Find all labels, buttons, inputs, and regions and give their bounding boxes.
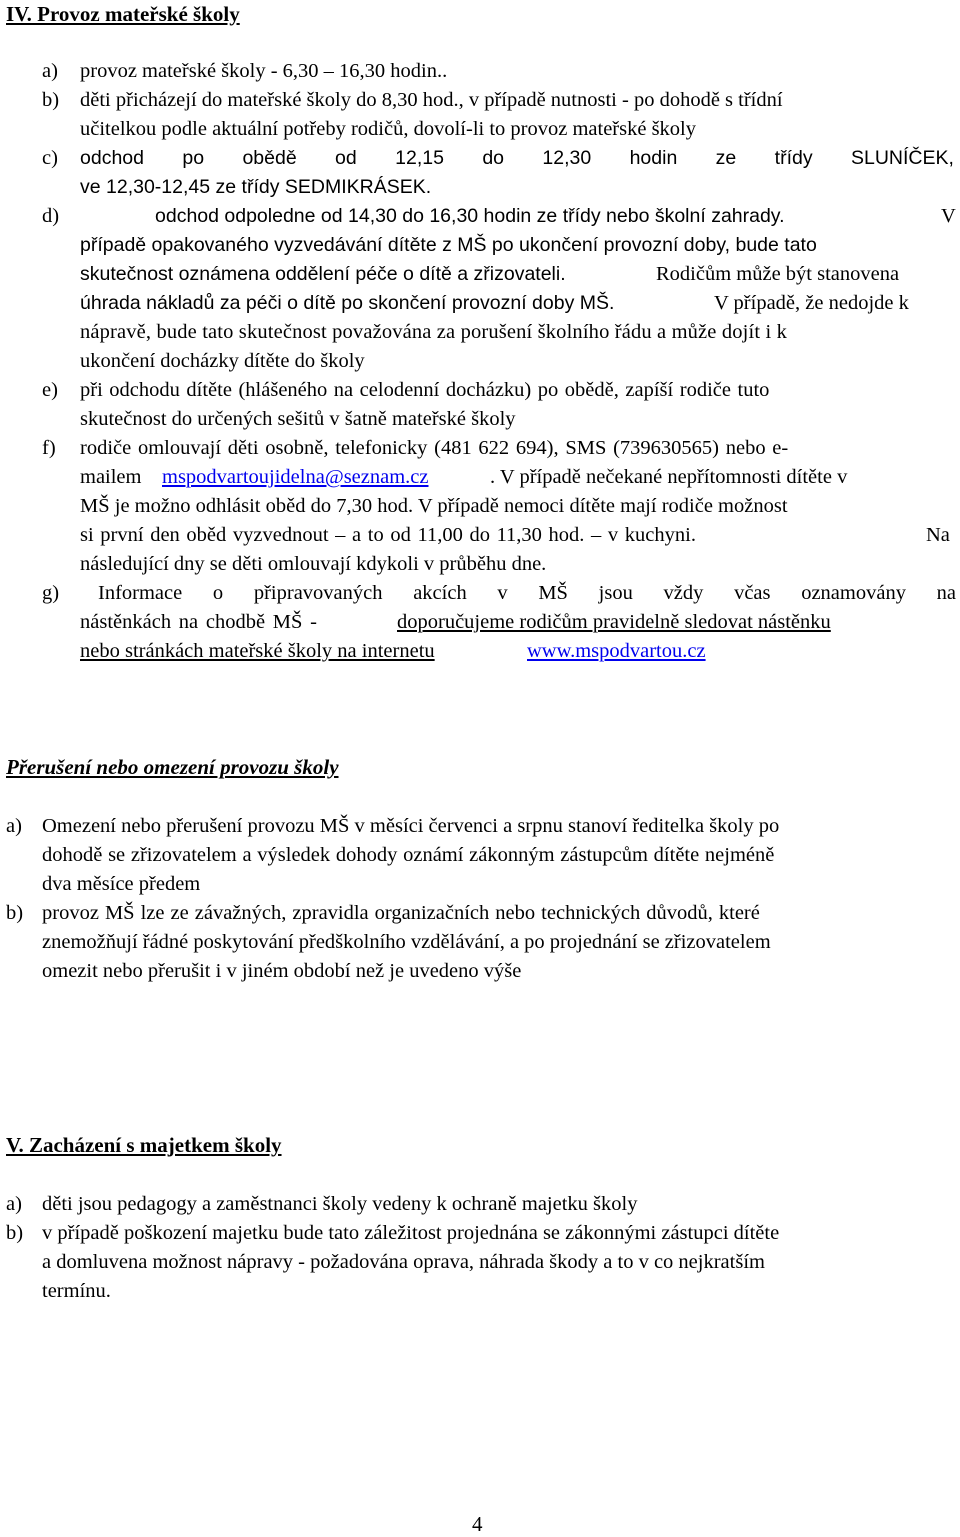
- section-iv-heading: IV. Provoz mateřské školy: [6, 2, 240, 26]
- item-label: b): [42, 89, 60, 111]
- word: na: [936, 582, 956, 604]
- item-label: d): [42, 205, 60, 227]
- list-item: V případě, že nedojde k: [714, 292, 909, 314]
- list-item: nebo stránkách mateřské školy na internetu: [80, 640, 435, 662]
- page-number: 4: [472, 1512, 483, 1536]
- item-label: g): [42, 582, 60, 604]
- list-item: při odchodu dítěte (hlášeného na celodenní docházku) po obědě, zapíší rodiče tuto: [80, 379, 770, 401]
- list-item: Na: [926, 524, 950, 546]
- word: 12,15: [395, 147, 444, 169]
- email-link[interactable]: mspodvartoujidelna@seznam.cz: [162, 466, 429, 488]
- list-item: ukončení docházky dítěte do školy: [80, 350, 365, 372]
- word: jsou: [598, 582, 633, 604]
- list-item: doporučujeme rodičům pravidelně sledovat nástěnku: [397, 611, 831, 633]
- interrupt-heading: Přerušení nebo omezení provozu školy: [6, 755, 339, 779]
- list-item: provoz MŠ lze ze závažných, zpravidla organizačních nebo technických důvodů, které: [42, 902, 760, 924]
- section-v-heading: V. Zacházení s majetkem školy: [6, 1133, 282, 1157]
- list-item: ve 12,30-12,45 ze třídy SEDMIKRÁSEK.: [80, 176, 432, 198]
- list-item: úhrada nákladů za péči o dítě po skončení provozní doby MŠ.: [80, 292, 615, 314]
- word: od: [335, 147, 357, 169]
- list-item: skutečnost do určených sešitů v šatně mateřské školy: [80, 408, 516, 430]
- list-item: případě opakovaného vyzvedávání dítěte z MŠ po ukončení provozní doby, bude tato: [80, 234, 817, 256]
- item-label: a): [42, 60, 58, 82]
- list-item: V: [941, 205, 956, 227]
- list-item: dva měsíce předem: [42, 873, 201, 895]
- word: o: [212, 582, 224, 604]
- word: 12,30: [542, 147, 592, 169]
- word: obědě: [242, 147, 297, 169]
- word: vždy: [663, 582, 704, 604]
- list-item: v případě poškození majetku bude tato záležitost projednána se zákonnými zástupci dítěte: [42, 1222, 780, 1244]
- list-item: [98, 580, 956, 606]
- word: akcích: [413, 582, 467, 604]
- word: ze: [715, 147, 737, 169]
- list-item: dohodě se zřizovatelem a výsledek dohody oznámí zákonným zástupcům dítěte nejméně: [42, 844, 775, 866]
- list-item: a domluvena možnost nápravy - požadována oprava, náhrada škody a to v co nejkratším: [42, 1251, 765, 1273]
- list-item: [80, 145, 954, 171]
- word: Informace: [98, 582, 183, 604]
- word: po: [182, 147, 205, 169]
- word: do: [482, 147, 505, 169]
- item-label: a): [6, 1193, 22, 1215]
- list-item: MŠ je možno odhlásit oběd do 7,30 hod. V případě nemoci dítěte mají rodiče možnost: [80, 495, 788, 517]
- list-item: provoz mateřské školy - 6,30 – 16,30 hodin..: [80, 60, 448, 82]
- list-item: omezit nebo přerušit i v jiném období než je uvedeno výše: [42, 960, 522, 982]
- word: třídy: [774, 147, 813, 169]
- list-item: nápravě, bude tato skutečnost považována za porušení školního řádu a může dojít i k: [80, 321, 787, 343]
- item-label: f): [42, 437, 56, 459]
- list-item: děti jsou pedagogy a zaměstnanci školy vedeny k ochraně majetku školy: [42, 1193, 638, 1215]
- list-item: odchod odpoledne od 14,30 do 16,30 hodin ze třídy nebo školní zahrady.: [155, 205, 785, 227]
- item-label: c): [42, 147, 58, 169]
- list-item: skutečnost oznámena oddělení péče o dítě a zřizovateli.: [80, 263, 566, 285]
- word: odchod: [80, 147, 144, 169]
- word: hodin: [629, 147, 678, 169]
- item-label: a): [6, 815, 22, 837]
- word: včas: [734, 582, 771, 604]
- list-item: následující dny se děti omlouvají kdykoli v průběhu dne.: [80, 553, 547, 575]
- website-link[interactable]: www.mspodvartou.cz: [527, 640, 706, 662]
- word: v: [497, 582, 508, 604]
- list-item: Omezení nebo přerušení provozu MŠ v měsíci červenci a srpnu stanoví ředitelka školy po: [42, 815, 780, 837]
- word: MŠ: [538, 582, 568, 604]
- word: připravovaných: [253, 582, 383, 604]
- item-label: b): [6, 902, 24, 924]
- list-item: Rodičům může být stanovena: [656, 263, 900, 285]
- list-item: děti přicházejí do mateřské školy do 8,30 hod., v případě nutnosti - po dohodě s třídní: [80, 89, 783, 111]
- item-label: b): [6, 1222, 24, 1244]
- item-label: e): [42, 379, 58, 401]
- list-item: učitelkou podle aktuální potřeby rodičů, dovolí-li to provoz mateřské školy: [80, 118, 697, 140]
- list-item: mailem: [80, 466, 142, 488]
- list-item: si první den oběd vyzvednout – a to od 11,00 do 11,30 hod. – v kuchyni.: [80, 524, 696, 546]
- list-item: znemožňují řádné poskytování předškolního vzdělávání, a po projednání se zřizovatelem: [42, 931, 771, 953]
- word: SLUNÍČEK,: [850, 147, 954, 169]
- list-item: rodiče omlouvají děti osobně, telefonicky (481 622 694), SMS (739630565) nebo e-: [80, 437, 789, 459]
- word: oznamovány: [801, 582, 906, 604]
- list-item: termínu.: [42, 1280, 111, 1302]
- list-item: . V případě nečekané nepřítomnosti dítěte v: [490, 466, 848, 488]
- list-item: nástěnkách na chodbě MŠ -: [80, 611, 317, 633]
